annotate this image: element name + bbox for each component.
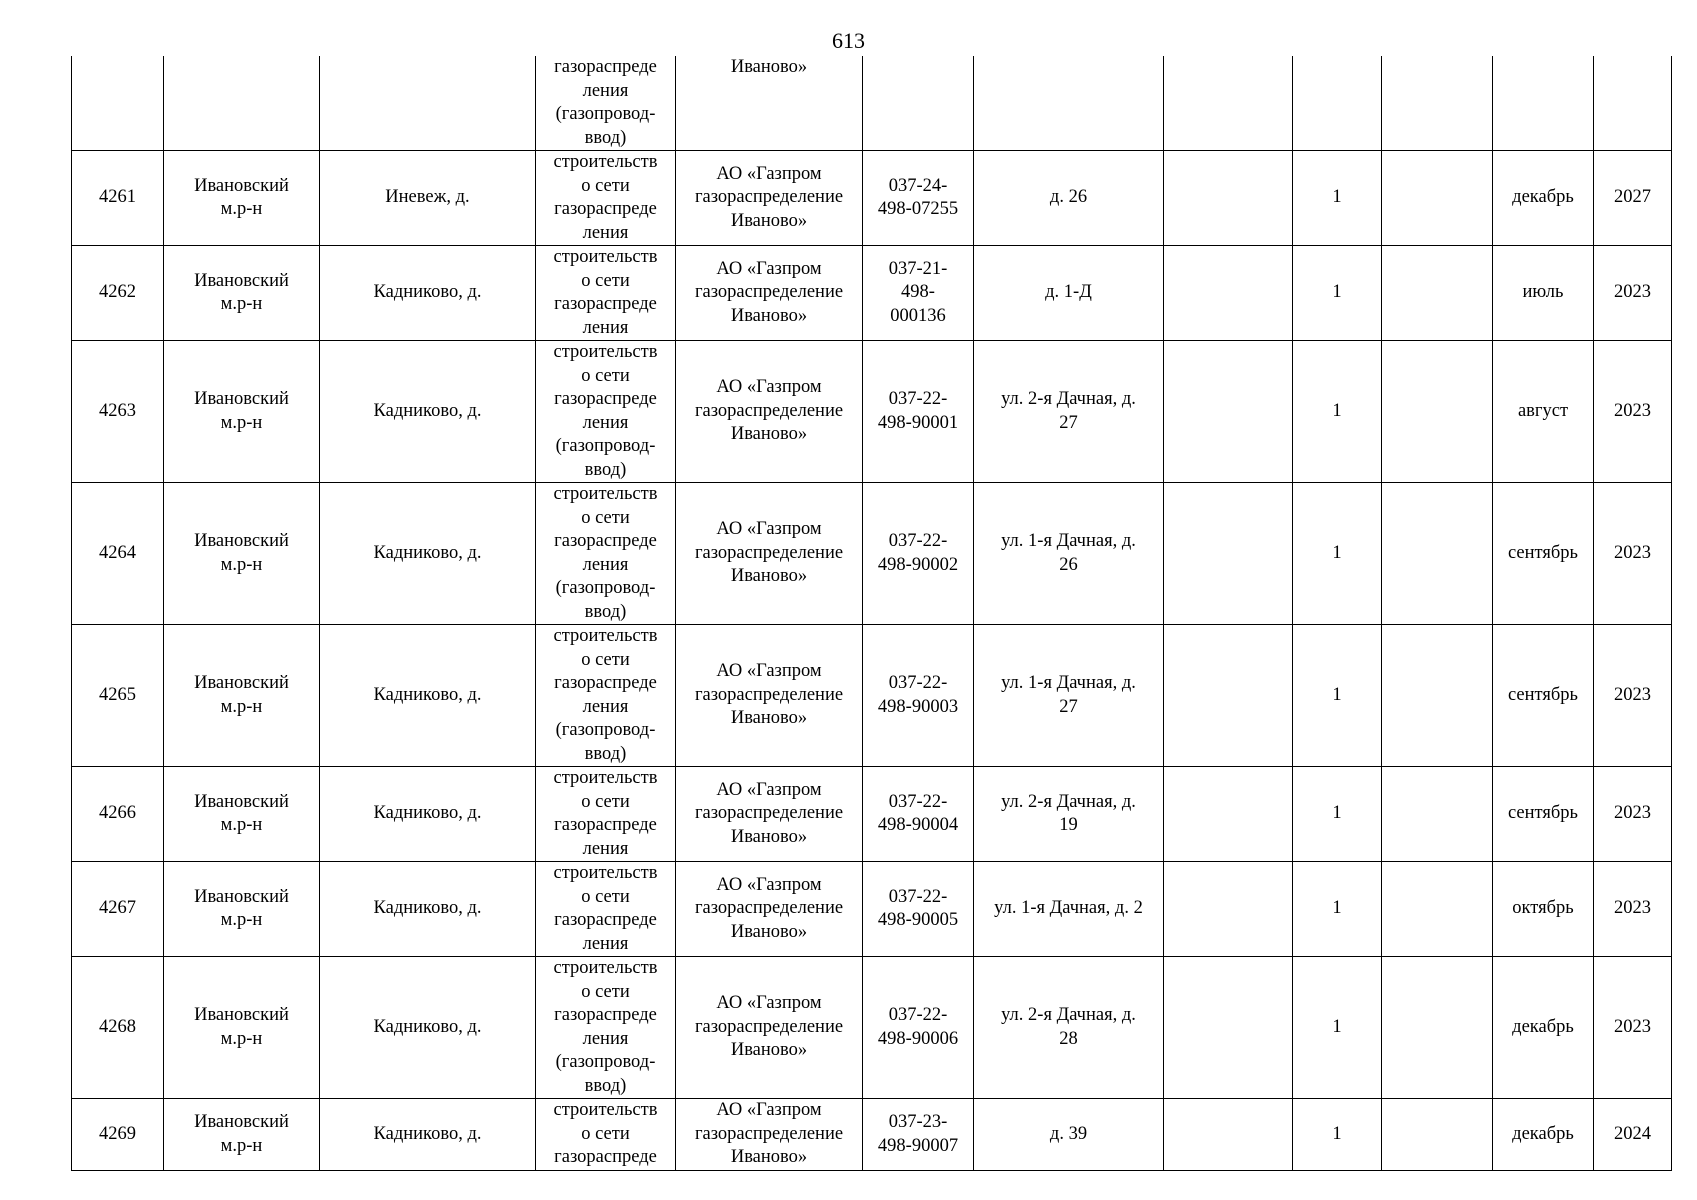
cell-work-type: строительств о сети газораспреде ления (536, 151, 676, 246)
cell-month: декабрь (1493, 151, 1594, 246)
cell-organization: АО «Газпром газораспределение Иваново» (676, 1099, 863, 1171)
cell-code: 037-24- 498-07255 (863, 151, 974, 246)
cell-code: 037-21- 498- 000136 (863, 246, 974, 341)
cell-year: 2023 (1594, 341, 1672, 483)
cell-no: 4264 (72, 483, 164, 625)
cell-empty-2 (1382, 625, 1493, 767)
cell-no: 4267 (72, 862, 164, 957)
cell-quantity: 1 (1293, 957, 1382, 1099)
table-row (72, 625, 1672, 767)
cell-empty-2 (1382, 957, 1493, 1099)
cell-district (164, 56, 320, 151)
cell-settlement: Кадниково, д. (320, 1099, 536, 1171)
cell-organization: АО «Газпром газораспределение Иваново» (676, 625, 863, 767)
cell-year: 2023 (1594, 246, 1672, 341)
cell-month: июль (1493, 246, 1594, 341)
cell-year: 2023 (1594, 957, 1672, 1099)
cell-settlement: Кадниково, д. (320, 341, 536, 483)
cell-settlement: Кадниково, д. (320, 246, 536, 341)
cell-district: Ивановский м.р-н (164, 246, 320, 341)
cell-no: 4262 (72, 246, 164, 341)
cell-empty-1 (1164, 483, 1293, 625)
cell-organization: АО «Газпром газораспределение Иваново» (676, 767, 863, 862)
cell-empty-1 (1164, 56, 1293, 151)
cell-code: 037-22- 498-90006 (863, 957, 974, 1099)
cell-code: 037-22- 498-90003 (863, 625, 974, 767)
cell-no: 4261 (72, 151, 164, 246)
cell-empty-2 (1382, 767, 1493, 862)
cell-month: декабрь (1493, 1099, 1594, 1171)
table-row (72, 767, 1672, 862)
table-row (72, 957, 1672, 1099)
cell-district: Ивановский м.р-н (164, 151, 320, 246)
cell-quantity: 1 (1293, 151, 1382, 246)
table-row (72, 483, 1672, 625)
cell-address: ул. 1-я Дачная, д. 27 (974, 625, 1164, 767)
cell-quantity: 1 (1293, 1099, 1382, 1171)
cell-empty-1 (1164, 1099, 1293, 1171)
cell-year: 2027 (1594, 151, 1672, 246)
page-number: 613 (832, 28, 865, 53)
cell-code: 037-23- 498-90007 (863, 1099, 974, 1171)
cell-month: сентябрь (1493, 483, 1594, 625)
cell-district: Ивановский м.р-н (164, 483, 320, 625)
cell-work-type: строительств о сети газораспреде ления (газопровод- ввод) (536, 957, 676, 1099)
cell-address: д. 1-Д (974, 246, 1164, 341)
table-row (72, 1099, 1672, 1171)
cell-work-type: строительств о сети газораспреде ления (газопровод- ввод) (536, 625, 676, 767)
gas-network-registry-table (71, 56, 1672, 1171)
cell-quantity: 1 (1293, 862, 1382, 957)
cell-district: Ивановский м.р-н (164, 341, 320, 483)
cell-address: ул. 1-я Дачная, д. 2 (974, 862, 1164, 957)
cell-empty-2 (1382, 1099, 1493, 1171)
cell-no: 4266 (72, 767, 164, 862)
cell-month: сентябрь (1493, 767, 1594, 862)
cell-district: Ивановский м.р-н (164, 767, 320, 862)
table-row (72, 246, 1672, 341)
cell-quantity: 1 (1293, 341, 1382, 483)
cell-empty-1 (1164, 246, 1293, 341)
cell-year (1594, 56, 1672, 151)
cell-empty-2 (1382, 862, 1493, 957)
cell-address: ул. 2-я Дачная, д. 27 (974, 341, 1164, 483)
cell-empty-2 (1382, 151, 1493, 246)
cell-quantity: 1 (1293, 246, 1382, 341)
cell-empty-1 (1164, 151, 1293, 246)
table-row (72, 341, 1672, 483)
cell-address: ул. 1-я Дачная, д. 26 (974, 483, 1164, 625)
cell-address: ул. 2-я Дачная, д. 19 (974, 767, 1164, 862)
cell-year: 2023 (1594, 767, 1672, 862)
cell-empty-2 (1382, 56, 1493, 151)
cell-month: август (1493, 341, 1594, 483)
cell-settlement: Кадниково, д. (320, 862, 536, 957)
cell-empty-1 (1164, 767, 1293, 862)
cell-address: д. 39 (974, 1099, 1164, 1171)
cell-year: 2023 (1594, 625, 1672, 767)
cell-address: д. 26 (974, 151, 1164, 246)
cell-empty-2 (1382, 483, 1493, 625)
cell-code: 037-22- 498-90005 (863, 862, 974, 957)
cell-work-type: газораспреде ления (газопровод- ввод) (536, 56, 676, 151)
cell-empty-2 (1382, 246, 1493, 341)
cell-code (863, 56, 974, 151)
cell-address (974, 56, 1164, 151)
cell-no (72, 56, 164, 151)
cell-month: декабрь (1493, 957, 1594, 1099)
cell-work-type: строительств о сети газораспреде ления (газопровод- ввод) (536, 341, 676, 483)
cell-month: сентябрь (1493, 625, 1594, 767)
cell-work-type: строительств о сети газораспреде ления (газопровод- ввод) (536, 483, 676, 625)
cell-empty-2 (1382, 341, 1493, 483)
cell-month (1493, 56, 1594, 151)
cell-settlement: Иневеж, д. (320, 151, 536, 246)
cell-organization: АО «Газпром газораспределение Иваново» (676, 151, 863, 246)
cell-settlement: Кадниково, д. (320, 483, 536, 625)
cell-code: 037-22- 498-90001 (863, 341, 974, 483)
cell-district: Ивановский м.р-н (164, 957, 320, 1099)
cell-work-type: строительств о сети газораспреде (536, 1099, 676, 1171)
cell-month: октябрь (1493, 862, 1594, 957)
table-row (72, 151, 1672, 246)
cell-organization: АО «Газпром газораспределение Иваново» (676, 957, 863, 1099)
cell-work-type: строительств о сети газораспреде ления (536, 862, 676, 957)
cell-code: 037-22- 498-90004 (863, 767, 974, 862)
cell-quantity: 1 (1293, 767, 1382, 862)
cell-empty-1 (1164, 341, 1293, 483)
cell-settlement: Кадниково, д. (320, 767, 536, 862)
cell-organization: Иваново» (676, 56, 863, 151)
cell-empty-1 (1164, 862, 1293, 957)
cell-work-type: строительств о сети газораспреде ления (536, 246, 676, 341)
cell-settlement (320, 56, 536, 151)
cell-settlement: Кадниково, д. (320, 957, 536, 1099)
cell-year: 2024 (1594, 1099, 1672, 1171)
cell-no: 4268 (72, 957, 164, 1099)
cell-no: 4265 (72, 625, 164, 767)
cell-empty-1 (1164, 957, 1293, 1099)
cell-code: 037-22- 498-90002 (863, 483, 974, 625)
cell-work-type: строительств о сети газораспреде ления (536, 767, 676, 862)
cell-organization: АО «Газпром газораспределение Иваново» (676, 862, 863, 957)
table-row (72, 862, 1672, 957)
cell-organization: АО «Газпром газораспределение Иваново» (676, 483, 863, 625)
cell-quantity: 1 (1293, 483, 1382, 625)
cell-district: Ивановский м.р-н (164, 625, 320, 767)
cell-empty-1 (1164, 625, 1293, 767)
cell-year: 2023 (1594, 483, 1672, 625)
cell-no: 4269 (72, 1099, 164, 1171)
table-row-continued (72, 56, 1672, 151)
cell-address: ул. 2-я Дачная, д. 28 (974, 957, 1164, 1099)
cell-no: 4263 (72, 341, 164, 483)
cell-district: Ивановский м.р-н (164, 862, 320, 957)
cell-quantity (1293, 56, 1382, 151)
cell-organization: АО «Газпром газораспределение Иваново» (676, 341, 863, 483)
cell-quantity: 1 (1293, 625, 1382, 767)
cell-organization: АО «Газпром газораспределение Иваново» (676, 246, 863, 341)
cell-year: 2023 (1594, 862, 1672, 957)
cell-settlement: Кадниково, д. (320, 625, 536, 767)
cell-district: Ивановский м.р-н (164, 1099, 320, 1171)
